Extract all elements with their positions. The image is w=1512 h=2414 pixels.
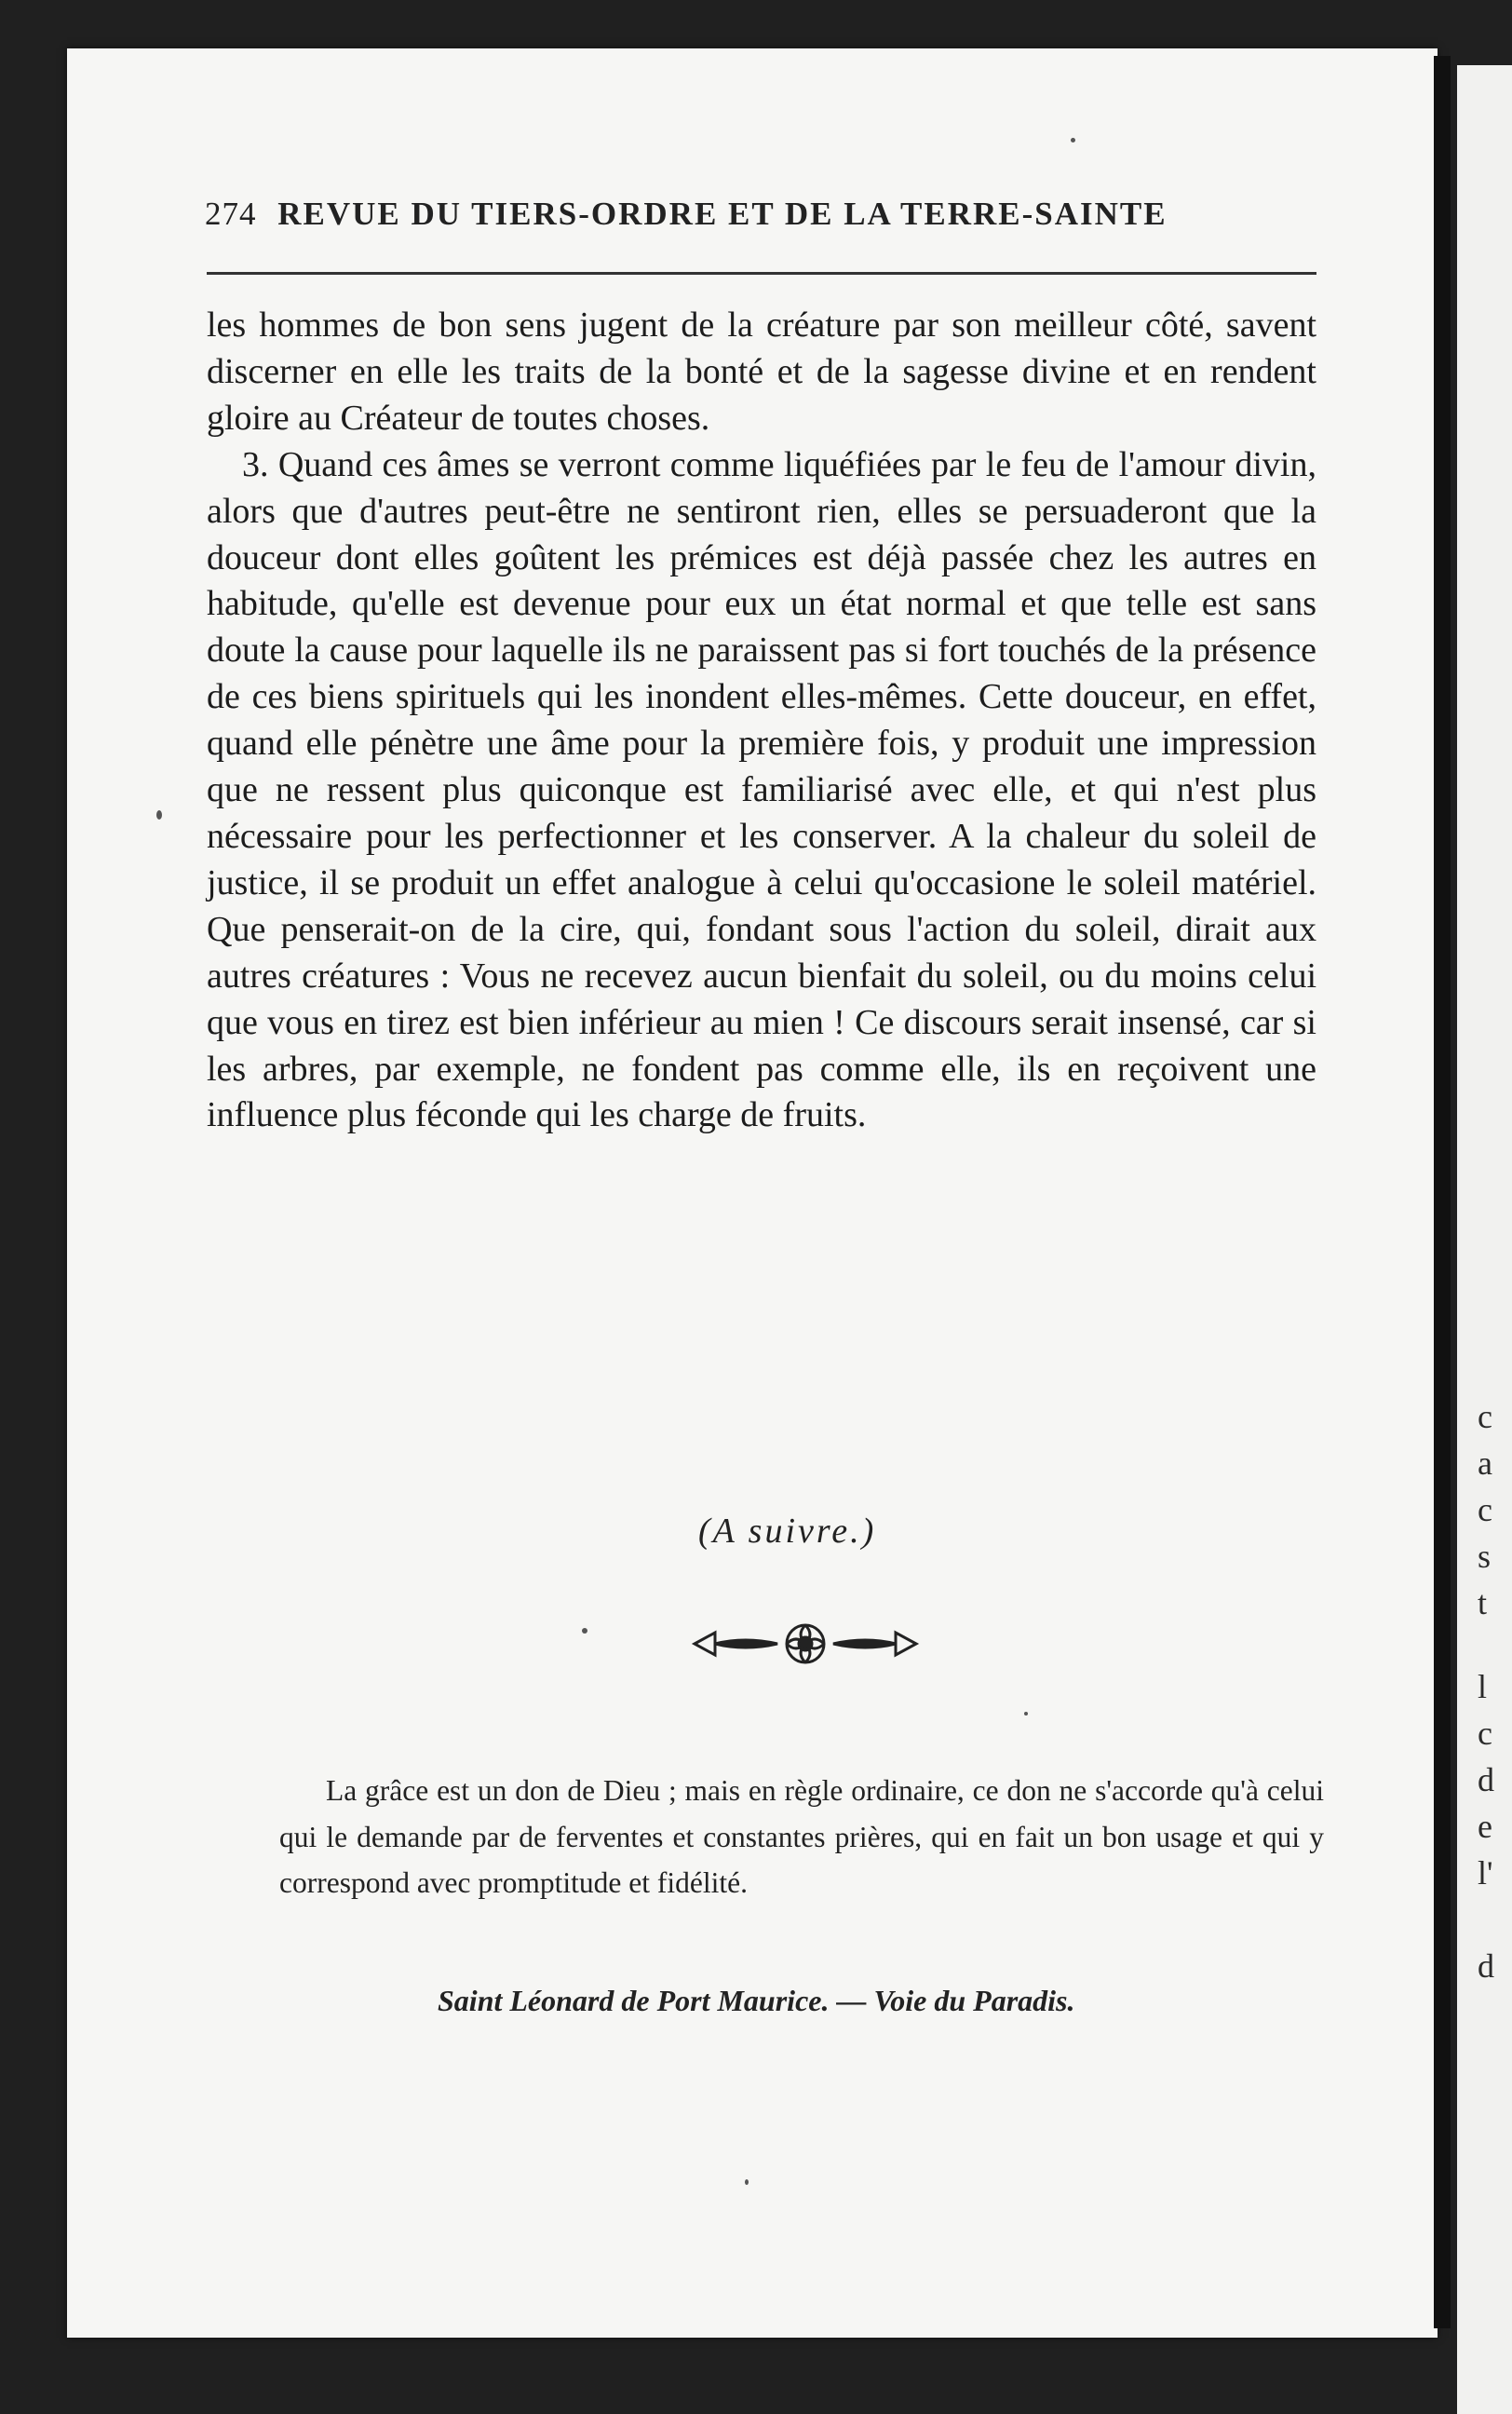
facing-page-fragment: d <box>1478 1947 1494 1985</box>
facing-page-fragment: l <box>1478 1668 1488 1705</box>
facing-page-fragment: s <box>1478 1538 1492 1575</box>
paper-speck <box>1024 1712 1028 1716</box>
article-body <box>207 303 1316 1139</box>
running-header <box>205 196 1317 233</box>
page-gutter <box>1434 56 1451 2328</box>
to-be-continued: (A suivre.) <box>698 1512 877 1551</box>
quote-attribution: Saint Léonard de Port Maurice. — Voie du Paradis. <box>438 1984 1075 2017</box>
facing-page-fragment: t <box>1478 1584 1488 1621</box>
paragraph: les hommes de bon sens jugent de la créature par son meilleur côté, savent discerner en elle les traits de la bonté et de la sagesse divine et en rendent gloire au Créateur de toutes choses. <box>207 305 1316 438</box>
quote-text: La grâce est un don de Dieu ; mais en règle ordinaire, ce don ne s'accorde qu'à celui qui le demande par de ferventes et constantes prières, qui en fait un bon usage et qui y correspond avec promptitude et fidélité. <box>279 1774 1324 1899</box>
facing-page-fragment: d <box>1478 1761 1494 1798</box>
facing-page-fragment: c <box>1478 1715 1492 1752</box>
facing-page-fragment: c <box>1478 1398 1492 1435</box>
running-title: REVUE DU TIERS-ORDRE ET DE LA TERRE-SAINTE <box>277 196 1168 232</box>
paper-speck <box>1071 138 1075 142</box>
quotation <box>279 1768 1324 1906</box>
paragraph: 3. Quand ces âmes se verront comme liquéfiées par le feu de l'amour divin, alors que d'autres peut-être ne sentiront rien, elles se persuaderont que la douceur dont elles goûtent les prémices est déjà passée chez les autres en habitude, qu'elle est devenue pour eux un état normal et que telle est sans doute la cause pour laquelle ils ne paraissent pas si fort touchés de la présence de ces biens spirituels qui les inondent elles-mêmes. Cette douceur, en effet, quand elle pénètre une âme pour la première fois, y produit une impression que ne ressent plus quiconque est familiarisé avec elle, et qui n'est plus nécessaire pour les perfectionner et les conserver. A la chaleur du soleil de justice, il se produit un effet analogue à celui qu'occasione le soleil matériel. Que penserait-on de la cire, qui, fondant sous l'action du soleil, dirait aux autres créatures : Vous ne recevez aucun bienfait du soleil, ou du moins celui que vous en tirez est bien inférieur au mien ! Ce discours serait insensé, car si les arbres, par exemple, ne fondent pas comme elle, ils en reçoivent une influence plus féconde qui les charge de fruits. <box>207 444 1316 1135</box>
facing-page-fragment: l' <box>1478 1854 1493 1892</box>
paper-speck <box>582 1628 587 1634</box>
paper-speck <box>745 2179 749 2185</box>
facing-page-fragment: e <box>1478 1808 1492 1845</box>
facing-page-fragment: c <box>1478 1491 1492 1528</box>
facing-page-edge <box>1457 65 1512 2414</box>
facing-page-fragment: a <box>1478 1444 1492 1482</box>
floral-divider-ornament-icon <box>689 1616 922 1672</box>
page-number: 274 <box>205 196 257 232</box>
header-rule <box>207 272 1316 275</box>
paper-speck <box>156 810 162 820</box>
